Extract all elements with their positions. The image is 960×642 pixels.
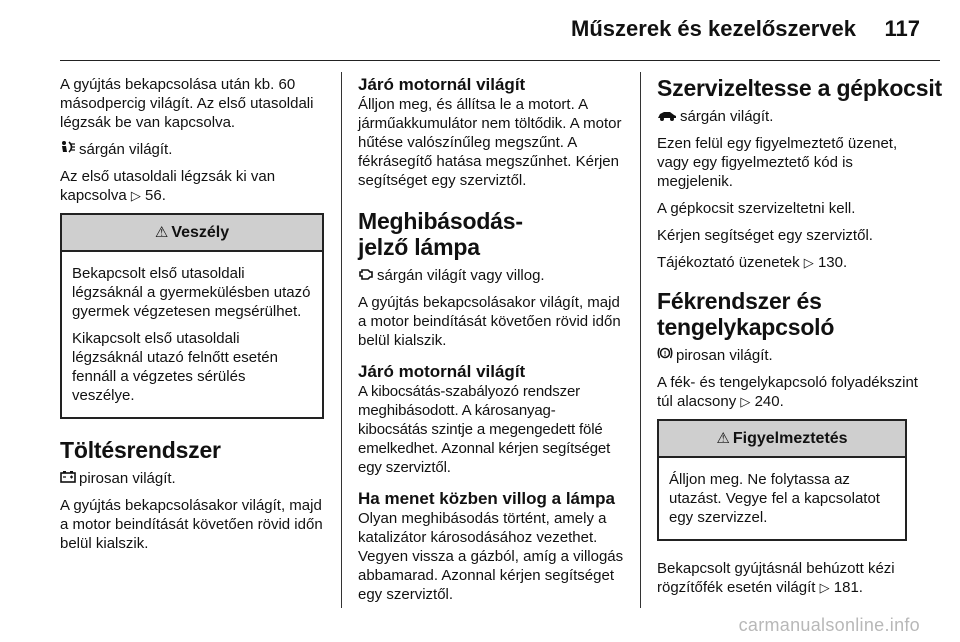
charging-icon-text: pirosan világít. (79, 470, 176, 487)
page-reference[interactable]: 56. (145, 187, 166, 204)
engine-running-heading-1: Járó motornál világít (358, 75, 526, 94)
flashing-text: Olyan meghibásodás történt, amely a katalizátor károsodásához vezethet. Vegyen vissza a gázból, amíg a villogás abbamarad. Azonnal kérjen segítséget egy szerviztől. (358, 510, 624, 603)
page-reference[interactable]: 181. (833, 579, 863, 596)
service-text-3: Kérjen segítséget egy szerviztől. (657, 227, 873, 244)
page-header (0, 0, 960, 62)
column-2 (358, 75, 624, 612)
battery-icon (60, 469, 76, 488)
warning-text: Álljon meg. Ne folytassa az utazást. Vegye fel a kapcsolatot egy szervizzel. (669, 471, 880, 526)
header-rule (60, 60, 940, 61)
warning-triangle-icon: ⚠ (154, 224, 169, 241)
airbag-on-line (60, 140, 324, 159)
column-divider-2 (640, 72, 641, 608)
danger-box-body (62, 252, 322, 417)
danger-box (60, 213, 324, 419)
charging-icon-line (60, 469, 324, 488)
handbrake-text: Bekapcsolt gyújtásnál behúzott kézi rögzítőfék esetén világít ▷ 181. (657, 560, 895, 596)
danger-box-title: ⚠ Veszély (62, 215, 322, 252)
warning-box-title: ⚠ Figyelmeztetés (659, 421, 905, 458)
arrow-right-icon: ▷ (740, 394, 751, 409)
arrow-right-icon: ▷ (819, 580, 830, 595)
column-divider-1 (341, 72, 342, 608)
brake-text: A fék- és tengelykapcsoló folyadékszint túl alacsony ▷ 240. (657, 374, 918, 410)
page-number: 117 (884, 16, 920, 41)
passenger-airbag-icon (60, 140, 76, 159)
mil-heading: Meghibásodás-jelző lámpa (358, 208, 523, 260)
engine-check-icon (358, 266, 374, 285)
column-1 (60, 75, 324, 561)
danger-text-2: Kikapcsolt első utasoldali légzsáknál utazó felnőtt esetén fennáll a végzetes sérülés veszélye. (72, 330, 278, 404)
service-heading: Szervizeltesse a gépkocsit (657, 75, 943, 101)
warning-box (657, 419, 907, 541)
service-icon-line (657, 107, 927, 126)
arrow-right-icon: ▷ (803, 255, 814, 270)
page-title: Műszerek és kezelőszervek (571, 16, 856, 41)
brake-icon-text: pirosan világít. (676, 347, 773, 364)
column-3 (657, 75, 943, 605)
car-service-icon (657, 107, 677, 126)
airbag-intro-text: A gyújtás bekapcsolása után kb. 60 másodpercig világít. Az első utasoldali légzsák be van kapcsolva. (60, 76, 314, 131)
brake-icon (657, 346, 673, 365)
arrow-right-icon: ▷ (130, 188, 141, 203)
svg-text:!: ! (663, 351, 667, 358)
page-reference[interactable]: 130. (817, 254, 848, 271)
service-text-2: A gépkocsit szervizeltetni kell. (657, 200, 856, 217)
service-text-1: Ezen felül egy figyelmeztető üzenet, vagy egy figyelmeztető kód is megjelenik. (657, 135, 898, 190)
brake-heading: Fékrendszer és tengelykapcsoló (657, 288, 835, 340)
mil-text: A gyújtás bekapcsolásakor világít, majd a motor beindítását követően rövid időn belül kialszik. (358, 294, 621, 349)
engine-running-text-1: Álljon meg, és állítsa le a motort. A járműakkumulátor nem töltődik. A motor hűtése valószínűleg megszűnt. A fékrásegítő hatása megszűnhet. Kérjen segítséget egy szerviztől. (358, 96, 622, 189)
page-reference[interactable]: 240. (754, 393, 784, 410)
danger-text-1: Bekapcsolt első utasoldali légzsáknál a gyermekülésben utazó gyermek végzetesen megsérülhet. (72, 265, 311, 320)
mil-icon-line (358, 266, 624, 285)
flashing-heading: Ha menet közben villog a lámpa (358, 489, 615, 508)
service-icon-text: sárgán világít. (680, 108, 774, 125)
engine-running-heading-2: Járó motornál világít (358, 362, 526, 381)
charging-text: A gyújtás bekapcsolásakor világít, majd a motor beindítását követően rövid időn belül kialszik. (60, 497, 323, 552)
mil-icon-text: sárgán világít vagy villog. (377, 267, 545, 284)
airbag-on-text: sárgán világít. (79, 141, 173, 158)
watermark: carmanualsonline.info (738, 615, 920, 635)
engine-running-text-2: A kibocsátás-szabályozó rendszer meghibásodott. A károsanyag-kibocsátás szintje a megengedett fölé emelkedhet. Azonnal kérjen segítséget egy szerviztől. (358, 383, 611, 476)
airbag-off-text: Az első utasoldali légzsák ki van kapcsolva ▷ 56. (60, 168, 276, 204)
warning-box-body (659, 458, 905, 539)
charging-heading: Töltésrendszer (60, 437, 221, 463)
service-text-4: Tájékoztató üzenetek ▷ 130. (657, 254, 848, 271)
brake-icon-line (657, 346, 927, 365)
warning-triangle-icon: ⚠ (716, 430, 730, 447)
